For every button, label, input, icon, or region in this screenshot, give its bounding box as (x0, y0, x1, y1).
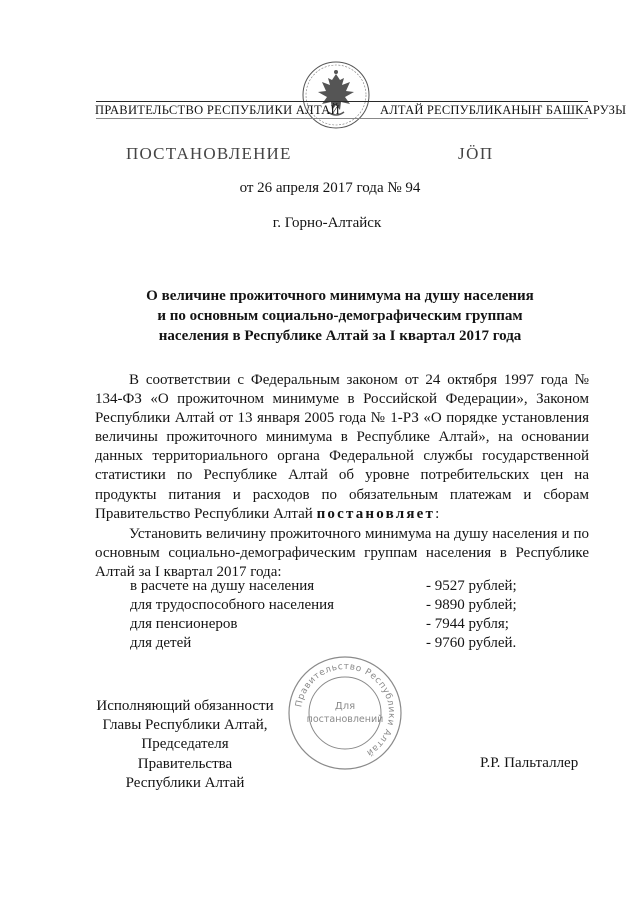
coat-of-arms-emblem-icon (298, 58, 374, 132)
list-item (130, 615, 570, 634)
document-date-number: от 26 апреля 2017 года № 94 (239, 180, 421, 196)
document-title (100, 286, 580, 346)
document-type-alt: JÖП (458, 144, 494, 163)
stamp-center-line: Для (334, 701, 356, 712)
list-item (130, 577, 570, 596)
signatory-name: Р.Р. Пальталлер (480, 755, 579, 771)
government-name-alt: АЛТАЙ РЕСПУБЛИКАНЫҤ БАШКАРУЗЫ (380, 103, 627, 117)
position-line: Республики Алтай (125, 774, 245, 791)
government-name-ru: ПРАВИТЕЛЬСТВО РЕСПУБЛИКИ АЛТАЙ (95, 103, 340, 117)
group-label: для трудоспособного населения (130, 597, 335, 614)
group-label: для детей (130, 635, 192, 652)
preamble-colon: : (435, 505, 440, 522)
position-line: Председателя Правительства (137, 736, 233, 772)
resolves-word: постановляет (316, 505, 436, 522)
subsistence-minimum-list (130, 577, 570, 653)
stamp-center-line: постановлений (306, 714, 384, 725)
header-rule-top (96, 101, 588, 102)
stamp-ring-text: Правительство Республики Алтай (294, 661, 397, 758)
group-value: - 9527 рублей; (426, 578, 517, 594)
preamble-text: В соответствии с Федеральным законом от 24 октября 1997 года № 134-ФЗ «О прожиточном минимуме в Российской Федерации», Законом Республики Алтай от 13 января 2005 года № 1-РЗ «О порядке установления величины прожиточного минимума в Республике Алтай», на основании данных территориального органа Федеральной службы государственной статистики по Республике Алтай об уровне потребительских цен на продукты питания и расходов по обязательным платежам и сборам Правительство Республики Алтай (95, 372, 589, 522)
list-item (130, 596, 570, 615)
official-stamp-icon (286, 654, 404, 772)
group-label: в расчете на душу населения (130, 578, 315, 594)
group-value: - 7944 рубля; (426, 616, 509, 633)
position-line: Исполняющий обязанности (96, 698, 274, 714)
document-type-ru: ПОСТАНОВЛЕНИЕ (126, 144, 292, 163)
document-city: г. Горно-Алтайск (272, 215, 382, 231)
group-label: для пенсионеров (130, 616, 238, 633)
title-line: населения в Республике Алтай за I квартал 2017 года (158, 328, 522, 344)
title-line: и по основным социально-демографическим группам (157, 308, 523, 324)
preamble-paragraph (95, 371, 589, 524)
resolution-paragraph (95, 525, 589, 582)
signatory-position (95, 697, 275, 793)
group-value: - 9760 рублей. (426, 635, 517, 652)
header-rule-bottom (96, 118, 588, 119)
title-line: О величине прожиточного минимума на душу населения (146, 288, 534, 304)
position-line: Главы Республики Алтай, (102, 717, 268, 734)
group-value: - 9890 рублей; (426, 597, 517, 614)
list-item (130, 634, 570, 653)
resolution-text: Установить величину прожиточного минимума на душу населения и по основным социально-демографическим группам населения в Республике Алтай за I квартал 2017 года: (95, 526, 589, 581)
